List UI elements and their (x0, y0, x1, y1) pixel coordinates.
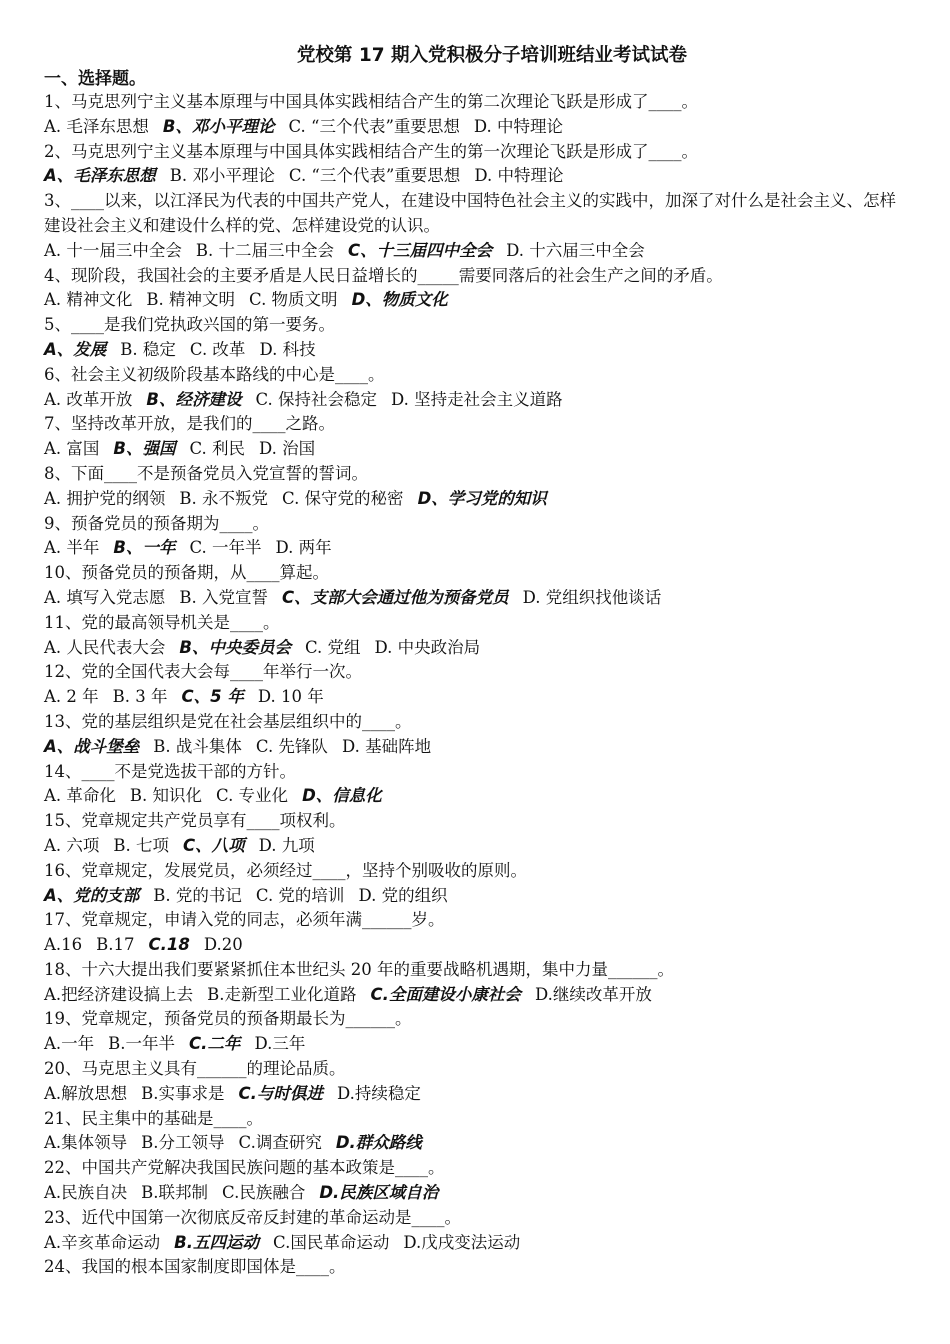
option: B. 永不叛党 (179, 488, 269, 508)
option: D.戊戌变法运动 (403, 1232, 521, 1252)
options-row (44, 164, 910, 189)
option: B.一年半 (108, 1034, 176, 1054)
question-text: 2、马克思列宁主义基本原理与中国具体实践相结合产生的第一次理论飞跃是形成了____。 (44, 141, 698, 161)
options-row (44, 1082, 910, 1107)
option: C. 先锋队 (255, 736, 328, 756)
question-text: 3、____以来，以江泽民为代表的中国共产党人，在建设中国特色社会主义的实践中，加深了对什么是社会主义、怎样建设社会主义和建设什么样的党、怎样建设党的认识。 (44, 191, 896, 235)
options-row (44, 536, 910, 561)
option: C. “三个代表”重要思想 (288, 166, 461, 186)
option: A.一年 (44, 1034, 95, 1054)
option: D. 党的组织 (358, 885, 448, 905)
option: B.分工领导 (141, 1133, 225, 1153)
correct-option: D、信息化 (302, 786, 382, 806)
correct-option: D、物质文化 (351, 290, 448, 310)
option: D. 党组织找他谈话 (522, 587, 662, 607)
correct-option: B.五四运动 (174, 1232, 260, 1252)
options-row (44, 1231, 910, 1256)
option: C. 利民 (189, 439, 246, 459)
options-row (44, 1131, 910, 1156)
option: B. 入党宣誓 (179, 587, 269, 607)
option: D. 中特理论 (473, 116, 564, 136)
question-text: 19、党章规定，预备党员的预备期最长为______。 (44, 1009, 412, 1029)
question-text: 6、社会主义初级阶段基本路线的中心是____。 (44, 364, 385, 384)
options-row (44, 884, 910, 909)
correct-option: C.全面建设小康社会 (370, 984, 521, 1004)
question-text: 22、中国共产党解决我国民族问题的基本政策是____。 (44, 1158, 445, 1178)
option: C. “三个代表”重要思想 (288, 116, 460, 136)
question-text: 21、民主集中的基础是____。 (44, 1108, 263, 1128)
exam-title: 党校第 17 期入党积极分子培训班结业考试试卷 (296, 45, 688, 66)
question-text: 20、马克思主义具有______的理论品质。 (44, 1059, 346, 1079)
question-text: 8、下面____不是预备党员入党宣誓的誓词。 (44, 463, 368, 483)
question-text: 13、党的基层组织是党在社会基层组织中的____。 (44, 711, 412, 731)
option: A.把经济建设搞上去 (44, 984, 194, 1004)
correct-option: C、十三届四中全会 (348, 240, 493, 260)
options-row (44, 1181, 910, 1206)
correct-option: C.18 (148, 935, 190, 955)
options-row (44, 338, 910, 363)
option: A.16 (44, 935, 83, 955)
options-row (44, 834, 910, 859)
options-row (44, 487, 910, 512)
option: D. 10 年 (257, 687, 324, 707)
option: A. 富国 (44, 439, 100, 459)
correct-option: C、八项 (183, 835, 245, 855)
option: A. 拥护党的纲领 (44, 488, 166, 508)
question-text: 14、____不是党选拔干部的方针。 (44, 761, 296, 781)
option: D.持续稳定 (336, 1083, 421, 1103)
correct-option: D、学习党的知识 (417, 488, 547, 508)
question-text: 16、党章规定，发展党员，必须经过____，坚持个别吸收的原则。 (44, 860, 527, 880)
option: A.集体领导 (44, 1133, 128, 1153)
question-text: 17、党章规定，申请入党的同志，必须年满______岁。 (44, 910, 445, 930)
options-row (44, 239, 910, 264)
option: D. 基础阵地 (341, 736, 432, 756)
correct-option: D.群众路线 (335, 1133, 422, 1153)
option: C.调查研究 (238, 1133, 322, 1153)
option: B.走新型工业化道路 (207, 984, 357, 1004)
options-row (44, 636, 910, 661)
question-text: 4、现阶段，我国社会的主要矛盾是人民日益增长的_____需要同落后的社会生产之间的矛盾。 (44, 265, 723, 285)
question-text: 1、马克思列宁主义基本原理与中国具体实践相结合产生的第二次理论飞跃是形成了____。 (44, 92, 698, 111)
options-row (44, 685, 910, 710)
correct-option: B、一年 (113, 538, 176, 558)
option: D. 坚持走社会主义道路 (391, 389, 563, 409)
section-heading: 一、选择题。 (44, 69, 146, 89)
correct-option: C、5 年 (181, 687, 244, 707)
option: A. 改革开放 (44, 389, 133, 409)
correct-option: C.二年 (189, 1034, 241, 1054)
question-text: 11、党的最高领导机关是____。 (44, 612, 280, 632)
question-text: 10、预备党员的预备期，从____算起。 (44, 563, 329, 583)
options-row (44, 388, 910, 413)
option: D.三年 (254, 1034, 306, 1054)
option: D. 两年 (275, 538, 332, 558)
option: B. 党的书记 (153, 885, 242, 905)
option: C. 保持社会稳定 (255, 389, 378, 409)
option: A. 填写入党志愿 (44, 587, 166, 607)
options-row (44, 288, 910, 313)
option: B. 十二届三中全会 (195, 240, 335, 260)
option: A. 革命化 (44, 786, 116, 806)
options-row (44, 586, 910, 611)
option: D. 十六届三中全会 (506, 240, 645, 260)
option: B.联邦制 (141, 1183, 209, 1203)
option: B. 邓小平理论 (169, 166, 275, 186)
question-text: 7、坚持改革开放，是我们的____之路。 (44, 414, 335, 434)
options-row (44, 1032, 910, 1057)
option: D. 中央政治局 (374, 637, 481, 657)
option: A. 人民代表大会 (44, 637, 166, 657)
option: A. 2 年 (44, 687, 99, 707)
option: C. 党组 (304, 637, 361, 657)
option: D. 中特理论 (474, 166, 564, 186)
question-list (44, 90, 910, 1280)
options-row (44, 983, 910, 1008)
options-row (44, 437, 910, 462)
correct-option: D.民族区域自治 (319, 1183, 439, 1203)
option: C.民族融合 (222, 1183, 306, 1203)
options-row (44, 784, 910, 809)
option: B. 3 年 (112, 687, 168, 707)
option: D. 九项 (258, 835, 315, 855)
option: C. 物质文明 (249, 290, 338, 310)
option: B.实事求是 (141, 1083, 225, 1103)
option: A. 精神文化 (44, 290, 133, 310)
option: A.辛亥革命运动 (44, 1232, 161, 1252)
option: B. 七项 (113, 835, 170, 855)
correct-option: B、经济建设 (146, 389, 242, 409)
option: A. 半年 (44, 538, 100, 558)
option: D. 治国 (259, 439, 316, 459)
option: D.20 (203, 935, 243, 955)
option: B. 战斗集体 (153, 736, 242, 756)
correct-option: B、强国 (113, 439, 176, 459)
options-row (44, 115, 910, 140)
option: A.民族自决 (44, 1183, 128, 1203)
options-row (44, 735, 910, 760)
correct-option: A、发展 (44, 339, 107, 359)
option: C. 一年半 (189, 538, 262, 558)
option: B.17 (96, 935, 135, 955)
question-text: 18、十六大提出我们要紧紧抓住本世纪头 20 年的重要战略机遇期，集中力量______。 (44, 959, 674, 979)
correct-option: C.与时俱进 (238, 1083, 323, 1103)
option: B. 精神文明 (146, 290, 236, 310)
option: A.解放思想 (44, 1083, 128, 1103)
option: C.国民革命运动 (273, 1232, 390, 1252)
option: D.继续改革开放 (534, 984, 652, 1004)
option: C. 改革 (189, 339, 246, 359)
correct-option: B、邓小平理论 (162, 116, 275, 136)
correct-option: C、支部大会通过他为预备党员 (282, 587, 509, 607)
correct-option: B、中央委员会 (179, 637, 291, 657)
option: C. 党的培训 (255, 885, 345, 905)
correct-option: A、战斗堡垒 (44, 736, 140, 756)
question-text: 5、____是我们党执政兴国的第一要务。 (44, 315, 335, 335)
option: C. 保守党的秘密 (282, 488, 404, 508)
question-text: 9、预备党员的预备期为____。 (44, 513, 269, 533)
option: A. 毛泽东思想 (44, 116, 149, 136)
option: A. 十一届三中全会 (44, 240, 182, 260)
option: B. 知识化 (129, 786, 203, 806)
option: A. 六项 (44, 835, 100, 855)
question-text: 23、近代中国第一次彻底反帝反封建的革命运动是____。 (44, 1207, 461, 1227)
question-text: 24、我国的根本国家制度即国体是____。 (44, 1257, 346, 1277)
option: B. 稳定 (120, 339, 176, 359)
option: D. 科技 (259, 339, 316, 359)
correct-option: A、党的支部 (44, 885, 140, 905)
option: C. 专业化 (216, 786, 289, 806)
question-text: 12、党的全国代表大会每____年举行一次。 (44, 662, 362, 682)
options-row (44, 933, 910, 958)
question-text: 15、党章规定共产党员享有____项权利。 (44, 811, 346, 831)
correct-option: A、毛泽东思想 (44, 166, 156, 186)
